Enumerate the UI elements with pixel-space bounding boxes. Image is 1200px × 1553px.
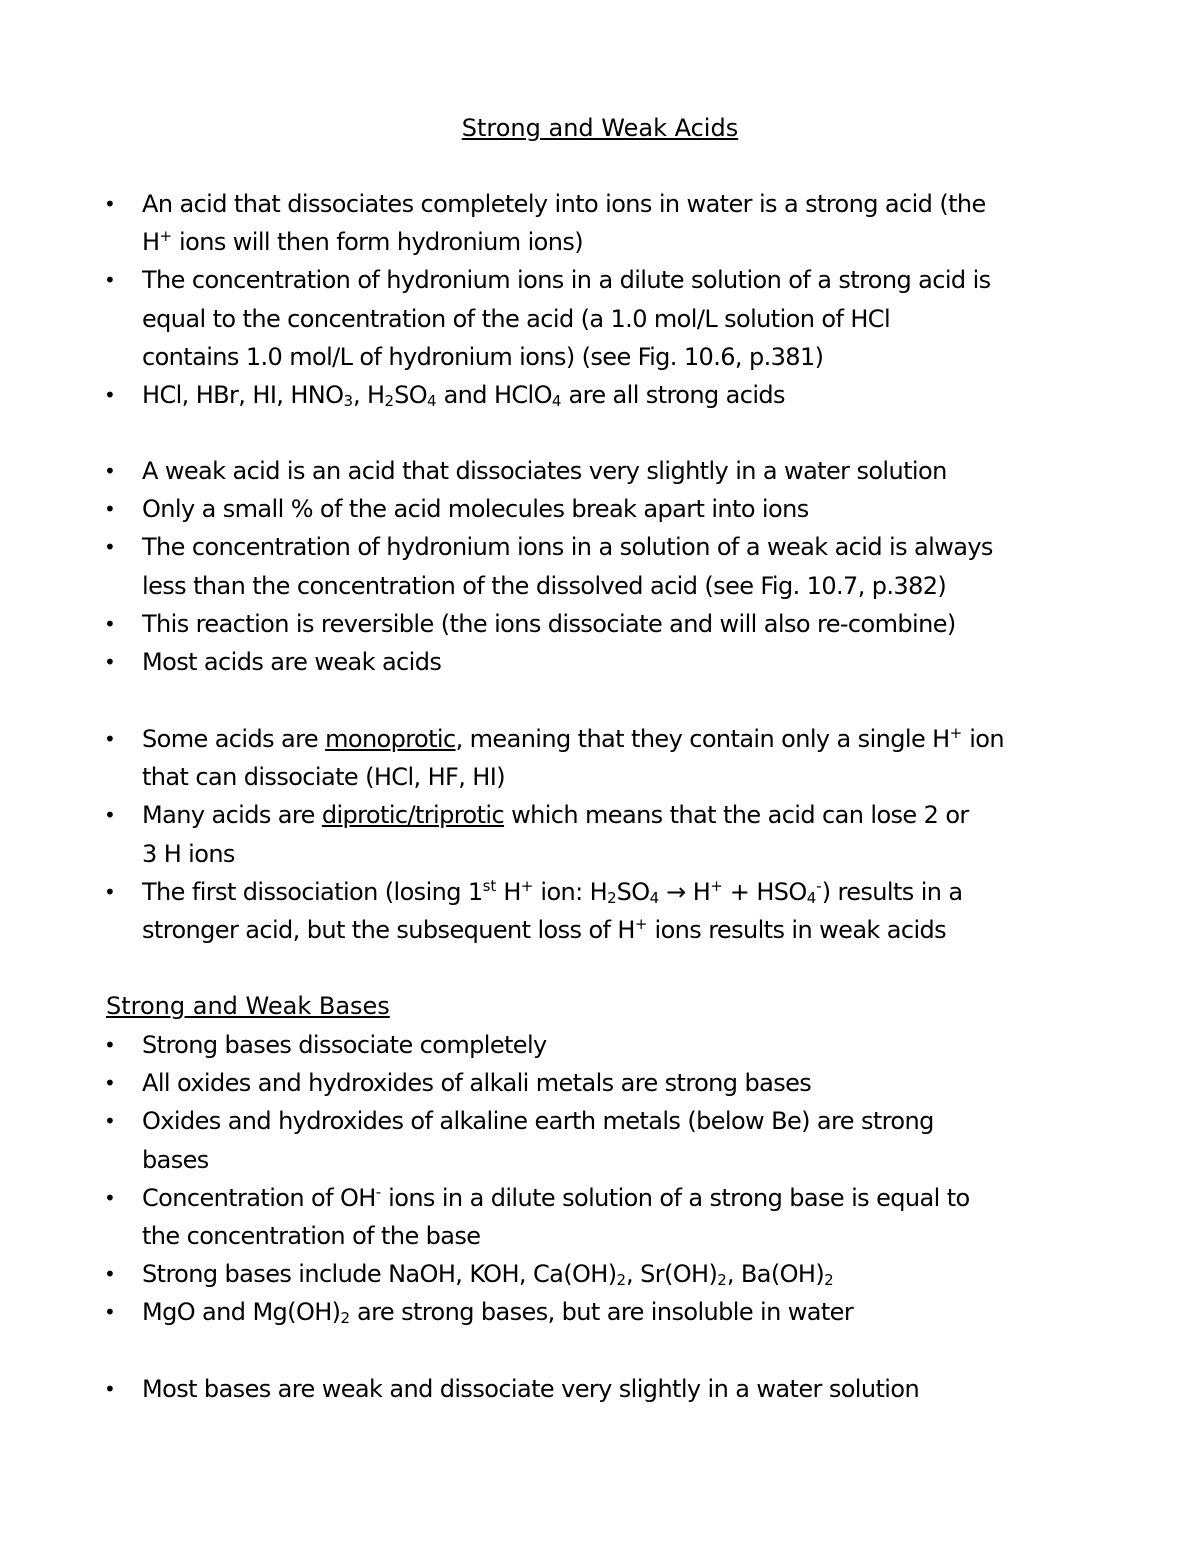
bullet-icon: •: [104, 1377, 116, 1401]
list-item: • The concentration of hydronium ions in a solution of a weak acid is always less than the concentration of the dissolved acid (see Fig. 10.7, p.382): [0, 528, 1200, 604]
bullet-icon: •: [104, 1071, 116, 1096]
bullet-icon: •: [104, 192, 116, 216]
bullet-icon: •: [104, 268, 116, 293]
list-item: • The first dissociation (losing 1st H+ ion: $H_2SO_4 \to H^+ + HSO_4^-$) results in a stronger acid, but the subsequent loss of H+ ions results in weak acids: [0, 873, 1200, 949]
bullet-icon: •: [104, 611, 116, 636]
bullet-icon: •: [104, 1109, 116, 1134]
bases-list: [0, 1026, 1200, 1332]
bullet-icon: •: [104, 383, 116, 408]
bases-heading: Strong and Weak Bases: [106, 992, 390, 1020]
strong-acids-list: [0, 185, 1200, 414]
list-item: • MgO and $Mg(OH)_2$ are strong bases, but are insoluble in water: [0, 1293, 1200, 1331]
list-item: • This reaction is reversible (the ions dissociate and will also re-combine): [0, 605, 1200, 643]
bullet-icon: •: [104, 727, 116, 751]
bullet-icon: •: [104, 650, 116, 675]
list-item: • All oxides and hydroxides of alkali metals are strong bases: [0, 1064, 1200, 1102]
bullet-icon: •: [104, 497, 116, 522]
protic-acids-list: [0, 720, 1200, 949]
bullet-icon: •: [104, 459, 116, 483]
list-item: • Strong bases dissociate completely: [0, 1026, 1200, 1064]
list-item: • Most bases are weak and dissociate very slightly in a water solution: [0, 1370, 1200, 1408]
list-item: • Some acids are monoprotic, meaning that they contain only a single H+ ion that can dissociate (HCl, HF, HI): [0, 720, 1200, 796]
bullet-icon: •: [104, 879, 116, 904]
list-item: • An acid that dissociates completely into ions in water is a strong acid (the H+ ions will then form hydronium ions): [0, 185, 1200, 261]
bullet-icon: •: [104, 1300, 116, 1325]
bullet-icon: •: [104, 535, 116, 560]
list-item: • Oxides and hydroxides of alkaline earth metals (below Be) are strong bases: [0, 1102, 1200, 1178]
list-item: • Many acids are diprotic/triprotic which means that the acid can lose 2 or 3 H ions: [0, 796, 1200, 872]
list-item: • HCl, HBr, HI, $HNO_3$, $H_2SO_4$ and HClO$_4$ are all strong acids: [0, 376, 1200, 414]
term-monoprotic: monoprotic: [325, 725, 456, 753]
bullet-icon: •: [104, 1262, 116, 1287]
term-diprotic-triprotic: diprotic/triprotic: [321, 801, 505, 830]
list-item: • Only a small % of the acid molecules break apart into ions: [0, 490, 1200, 528]
page-title: Strong and Weak Acids: [461, 114, 739, 142]
list-item: • Concentration of OH- ions in a dilute solution of a strong base is equal to the concentration of the base: [0, 1179, 1200, 1255]
bullet-icon: •: [104, 1185, 116, 1210]
list-item: • Most acids are weak acids: [0, 643, 1200, 681]
bullet-icon: •: [104, 803, 116, 828]
list-item: • A weak acid is an acid that dissociates very slightly in a water solution: [0, 452, 1200, 490]
bullet-icon: •: [104, 1033, 116, 1057]
weak-acids-list: [0, 452, 1200, 681]
weak-bases-list: [0, 1370, 1200, 1408]
list-item: • Strong bases include NaOH, KOH, $Ca(OH)_2$, $Sr(OH)_2$, $Ba(OH)_2$: [0, 1255, 1200, 1293]
arrow-icon: →: [659, 877, 693, 906]
list-item: • The concentration of hydronium ions in a dilute solution of a strong acid is equal to the concentration of the acid (a 1.0 mol/L solution of HCl contains 1.0 mol/L of hydronium ions) (see Fig. 10.6, p.381): [0, 261, 1200, 376]
